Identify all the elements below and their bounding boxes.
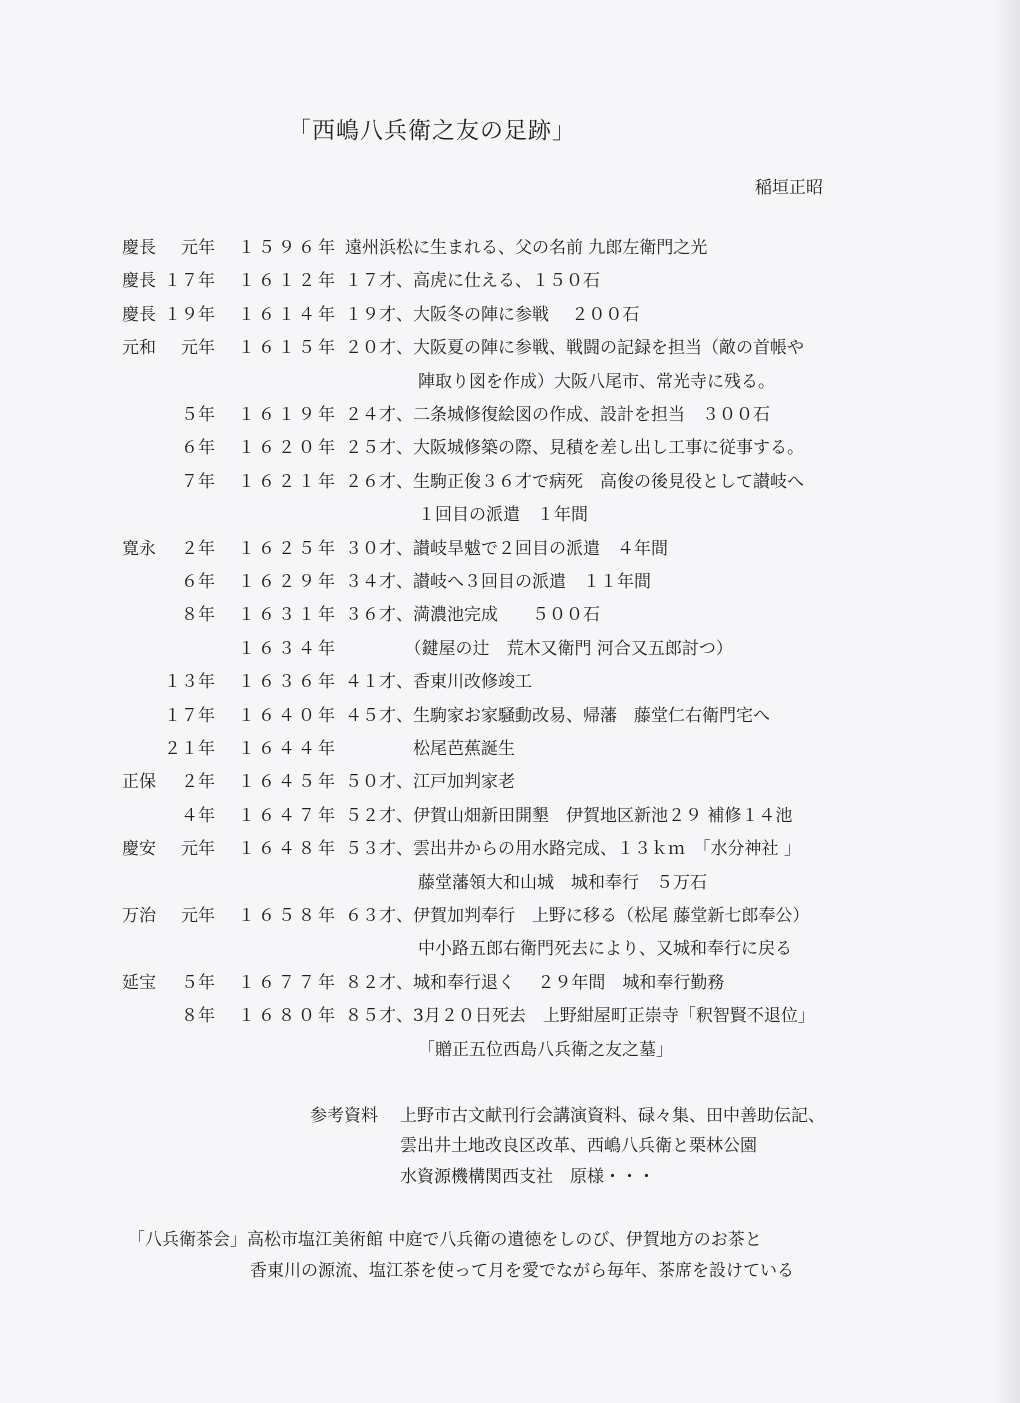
tea-ceremony-note-continued: 香東川の源流、塩江茶を使って月を愛でながら毎年、茶席を設けている bbox=[250, 1261, 794, 1281]
event-description: ８５才、3月２０日死去 上野紺屋町正崇寺「釈智賢不退位」 bbox=[345, 1006, 815, 1026]
western-year: １６３６年 bbox=[238, 672, 338, 692]
event-description-continued: 藤堂藩領大和山城 城和奉行 ５万石 bbox=[418, 873, 707, 893]
western-year: １６４０年 bbox=[238, 706, 338, 726]
page-edge-shadow bbox=[992, 0, 1020, 1403]
western-year: １６４４年 bbox=[238, 739, 338, 759]
era-year: ５年 bbox=[181, 405, 215, 425]
era-name: 延宝 bbox=[122, 973, 156, 993]
document-title: 「西嶋八兵衛之友の足跡」 bbox=[288, 118, 576, 144]
western-year: １６４８年 bbox=[238, 839, 338, 859]
era-year: ２１年 bbox=[164, 739, 215, 759]
event-description: ５０才、江戸加判家老 bbox=[345, 772, 515, 792]
western-year: １６２９年 bbox=[238, 572, 338, 592]
reference-line: 上野市古文献刊行会講演資料、碌々集、田中善助伝記、 bbox=[400, 1106, 825, 1126]
western-year: １６１５年 bbox=[238, 338, 338, 358]
event-description: ３４才、讃岐へ３回目の派遣 １１年間 bbox=[345, 572, 651, 592]
event-description-continued: 中小路五郎右衛門死去により、又城和奉行に戻る bbox=[418, 939, 792, 959]
era-year: １７年 bbox=[164, 271, 215, 291]
era-year: ７年 bbox=[181, 472, 215, 492]
era-name: 慶長 bbox=[122, 271, 156, 291]
event-description: １７才、高虎に仕える、１５０石 bbox=[345, 271, 600, 291]
event-description: ５２才、伊賀山畑新田開墾 伊賀地区新池２９ 補修１４池 bbox=[345, 806, 793, 826]
event-description: ２５才、大阪城修築の際、見積を差し出し工事に従事する。 bbox=[345, 438, 804, 458]
reference-line: 雲出井土地改良区改革、西嶋八兵衛と栗林公園 bbox=[400, 1136, 757, 1156]
tea-ceremony-note: 「八兵衛茶会」高松市塩江美術館 中庭で八兵衛の遺徳をしのび、伊賀地方のお茶と bbox=[128, 1230, 762, 1250]
event-description: ２４才、二条城修復絵図の作成、設計を担当 ３００石 bbox=[345, 405, 770, 425]
era-year: ２年 bbox=[181, 772, 215, 792]
event-description-continued: １回目の派遣 １年間 bbox=[418, 505, 588, 525]
event-description: ２０才、大阪夏の陣に参戦、戦闘の記録を担当（敵の首帳や bbox=[345, 338, 804, 358]
western-year: １６７７年 bbox=[238, 973, 338, 993]
era-name: 慶長 bbox=[122, 238, 156, 258]
event-description: ２６才、生駒正俊３６才で病死 高俊の後見役として讃岐へ bbox=[345, 472, 804, 492]
era-year: ２年 bbox=[181, 539, 215, 559]
event-description: 遠州浜松に生まれる、父の名前 九郎左衛門之光 bbox=[345, 238, 708, 258]
event-description: ４１才、香東川改修竣工 bbox=[345, 672, 532, 692]
reference-line: 水資源機構関西支社 原様・・・ bbox=[400, 1167, 655, 1187]
event-description: １９才、大阪冬の陣に参戦 ２００石 bbox=[345, 305, 640, 325]
event-description: ４５才、生駒家お家騒動改易、帰藩 藤堂仁右衛門宅へ bbox=[345, 706, 770, 726]
event-description: ３０才、讃岐旱魃で２回目の派遣 ４年間 bbox=[345, 539, 668, 559]
event-description: ８２才、城和奉行退く ２９年間 城和奉行勤務 bbox=[345, 973, 725, 993]
author-name: 稲垣正昭 bbox=[755, 178, 823, 198]
western-year: １６３１年 bbox=[238, 605, 338, 625]
era-year: 元年 bbox=[181, 338, 215, 358]
era-name: 寛永 bbox=[122, 539, 156, 559]
western-year: １６１９年 bbox=[238, 405, 338, 425]
event-description: ６３才、伊賀加判奉行 上野に移る（松尾 藤堂新七郎奉公） bbox=[345, 906, 810, 926]
era-year: ６年 bbox=[181, 572, 215, 592]
era-year: ５年 bbox=[181, 973, 215, 993]
event-description: ３６才、満濃池完成 ５００石 bbox=[345, 605, 600, 625]
era-year: １７年 bbox=[164, 706, 215, 726]
western-year: １６２５年 bbox=[238, 539, 338, 559]
western-year: １６４５年 bbox=[238, 772, 338, 792]
event-description-continued: 「贈正五位西島八兵衛之友之墓」 bbox=[418, 1040, 673, 1060]
era-year: ４年 bbox=[181, 806, 215, 826]
era-name: 万治 bbox=[122, 906, 156, 926]
western-year: １６４７年 bbox=[238, 806, 338, 826]
western-year: １６２０年 bbox=[238, 438, 338, 458]
event-description-continued: 陣取り図を作成）大阪八尾市、常光寺に残る。 bbox=[418, 372, 775, 392]
western-year: １６１４年 bbox=[238, 305, 338, 325]
era-year: 元年 bbox=[181, 238, 215, 258]
era-year: ８年 bbox=[181, 1006, 215, 1026]
references-label: 参考資料 bbox=[310, 1106, 378, 1126]
event-description: （鍵屋の辻 荒木又衛門 河合又五郎討つ） bbox=[345, 639, 733, 659]
western-year: １６８０年 bbox=[238, 1006, 338, 1026]
era-name: 慶長 bbox=[122, 305, 156, 325]
era-year: ８年 bbox=[181, 605, 215, 625]
era-name: 元和 bbox=[122, 338, 156, 358]
western-year: １６５８年 bbox=[238, 906, 338, 926]
era-name: 慶安 bbox=[122, 839, 156, 859]
era-year: １９年 bbox=[164, 305, 215, 325]
western-year: １６２１年 bbox=[238, 472, 338, 492]
era-year: 元年 bbox=[181, 906, 215, 926]
era-year: ６年 bbox=[181, 438, 215, 458]
western-year: １６１２年 bbox=[238, 271, 338, 291]
era-name: 正保 bbox=[122, 772, 156, 792]
western-year: １５９６年 bbox=[238, 238, 338, 258]
era-year: １３年 bbox=[164, 672, 215, 692]
western-year: １６３４年 bbox=[238, 639, 338, 659]
era-year: 元年 bbox=[181, 839, 215, 859]
event-description: ５３才、雲出井からの用水路完成、１３ｋｍ 「水分神社 」 bbox=[345, 839, 801, 859]
event-description: 松尾芭蕉誕生 bbox=[345, 739, 515, 759]
